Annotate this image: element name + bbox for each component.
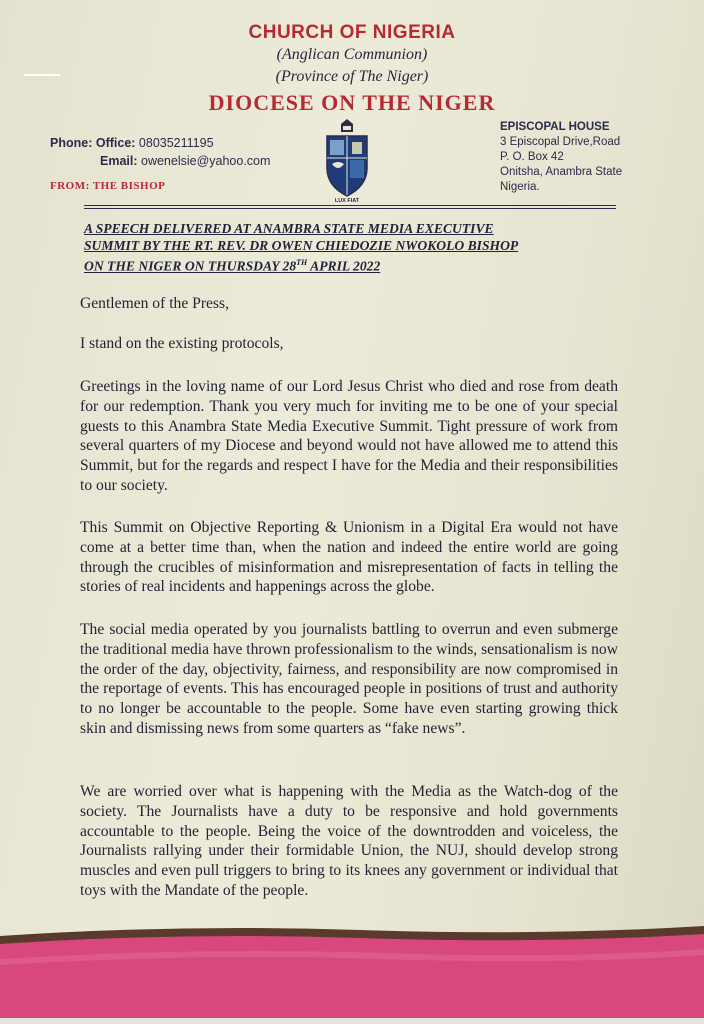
phone-label: Phone: — [50, 136, 93, 150]
paragraph-watchdog: We are worried over what is happening with the Media as the Watch-dog of the society. The Journalists have a duty to be responsive and hold governments accountable to the people. Being the voice of the downtrodden and voiceless, the Journalists rallying under their formidable Union, the NUJ, should develop strong muscles and even pull triggers to bring to its knees any government or individual that toys with the Mandate of the people. — [80, 783, 618, 899]
office-number: 08035211195 — [138, 136, 214, 150]
address-line: P. O. Box 42 — [500, 151, 564, 163]
diocese-name: DIOCESE ON THE NIGER — [208, 90, 496, 115]
address-block — [500, 120, 622, 195]
communion-line: (Anglican Communion) — [276, 46, 428, 63]
paragraph-summit: This Summit on Objective Reporting & Unionism in a Digital Era would not have come at a better time than, when the nation and indeed the entire world are going through the crucibles of misinformation and misrepresentation of facts in telling the stories of real incidents and happenings across the globe. — [80, 519, 618, 596]
protocols-line: I stand on the existing protocols, — [80, 335, 284, 352]
email-label: Email: — [100, 154, 138, 168]
contact-block — [50, 134, 270, 170]
address-line: Nigeria. — [500, 181, 540, 193]
from-line: FROM: THE BISHOP — [50, 180, 166, 192]
title-line: ON THE NIGER ON THURSDAY 28TH APRIL 2022 — [84, 258, 381, 274]
diocese-crest-icon — [324, 118, 370, 208]
crest-motto: LUX FIAT — [334, 198, 360, 204]
header-divider — [84, 205, 616, 206]
province-line: (Province of The Niger) — [275, 68, 429, 85]
speech-title — [84, 220, 624, 275]
salutation: Gentlemen of the Press, — [80, 295, 229, 312]
address-title: EPISCOPAL HOUSE — [500, 121, 610, 133]
title-line: A SPEECH DELIVERED AT ANAMBRA STATE MEDIA EXECUTIVE — [84, 221, 494, 236]
footer-ribbon — [0, 922, 704, 1024]
header-divider — [84, 208, 616, 209]
paragraph-greetings: Greetings in the loving name of our Lord Jesus Christ who died and rose from death for our redemption. Thank you very much for inviting me to be one of your special guests to this Anambra State Media Executive Summit. Tight pressure of work from several quarters of my Diocese and beyond would not have allowed me to attend this Summit, but for the regards and respect I have for the Media and their responsibilities to our society. — [80, 378, 618, 494]
address-line: 3 Episcopal Drive,Road — [500, 136, 621, 148]
church-name: CHURCH OF NIGERIA — [248, 22, 456, 43]
email-address: owenelsie@yahoo.com — [141, 154, 271, 168]
title-line: SUMMIT BY THE RT. REV. DR OWEN CHIEDOZIE NWOKOLO BISHOP — [84, 238, 519, 253]
office-label: Office: — [95, 136, 136, 150]
paragraph-social-media: The social media operated by you journalists battling to overrun and even submerge the traditional media have thrown professionalism to the winds, sensationalism is now the order of the day, objectivity, fairness, and responsibility are now compromised in the reportage of events. This has encouraged people in positions of trust and authority to no longer be accountable to the people. Some have even starting growing thick skin and dismissing news from some quarters as “fake news”. — [80, 621, 618, 737]
address-line: Onitsha, Anambra State — [500, 166, 623, 178]
